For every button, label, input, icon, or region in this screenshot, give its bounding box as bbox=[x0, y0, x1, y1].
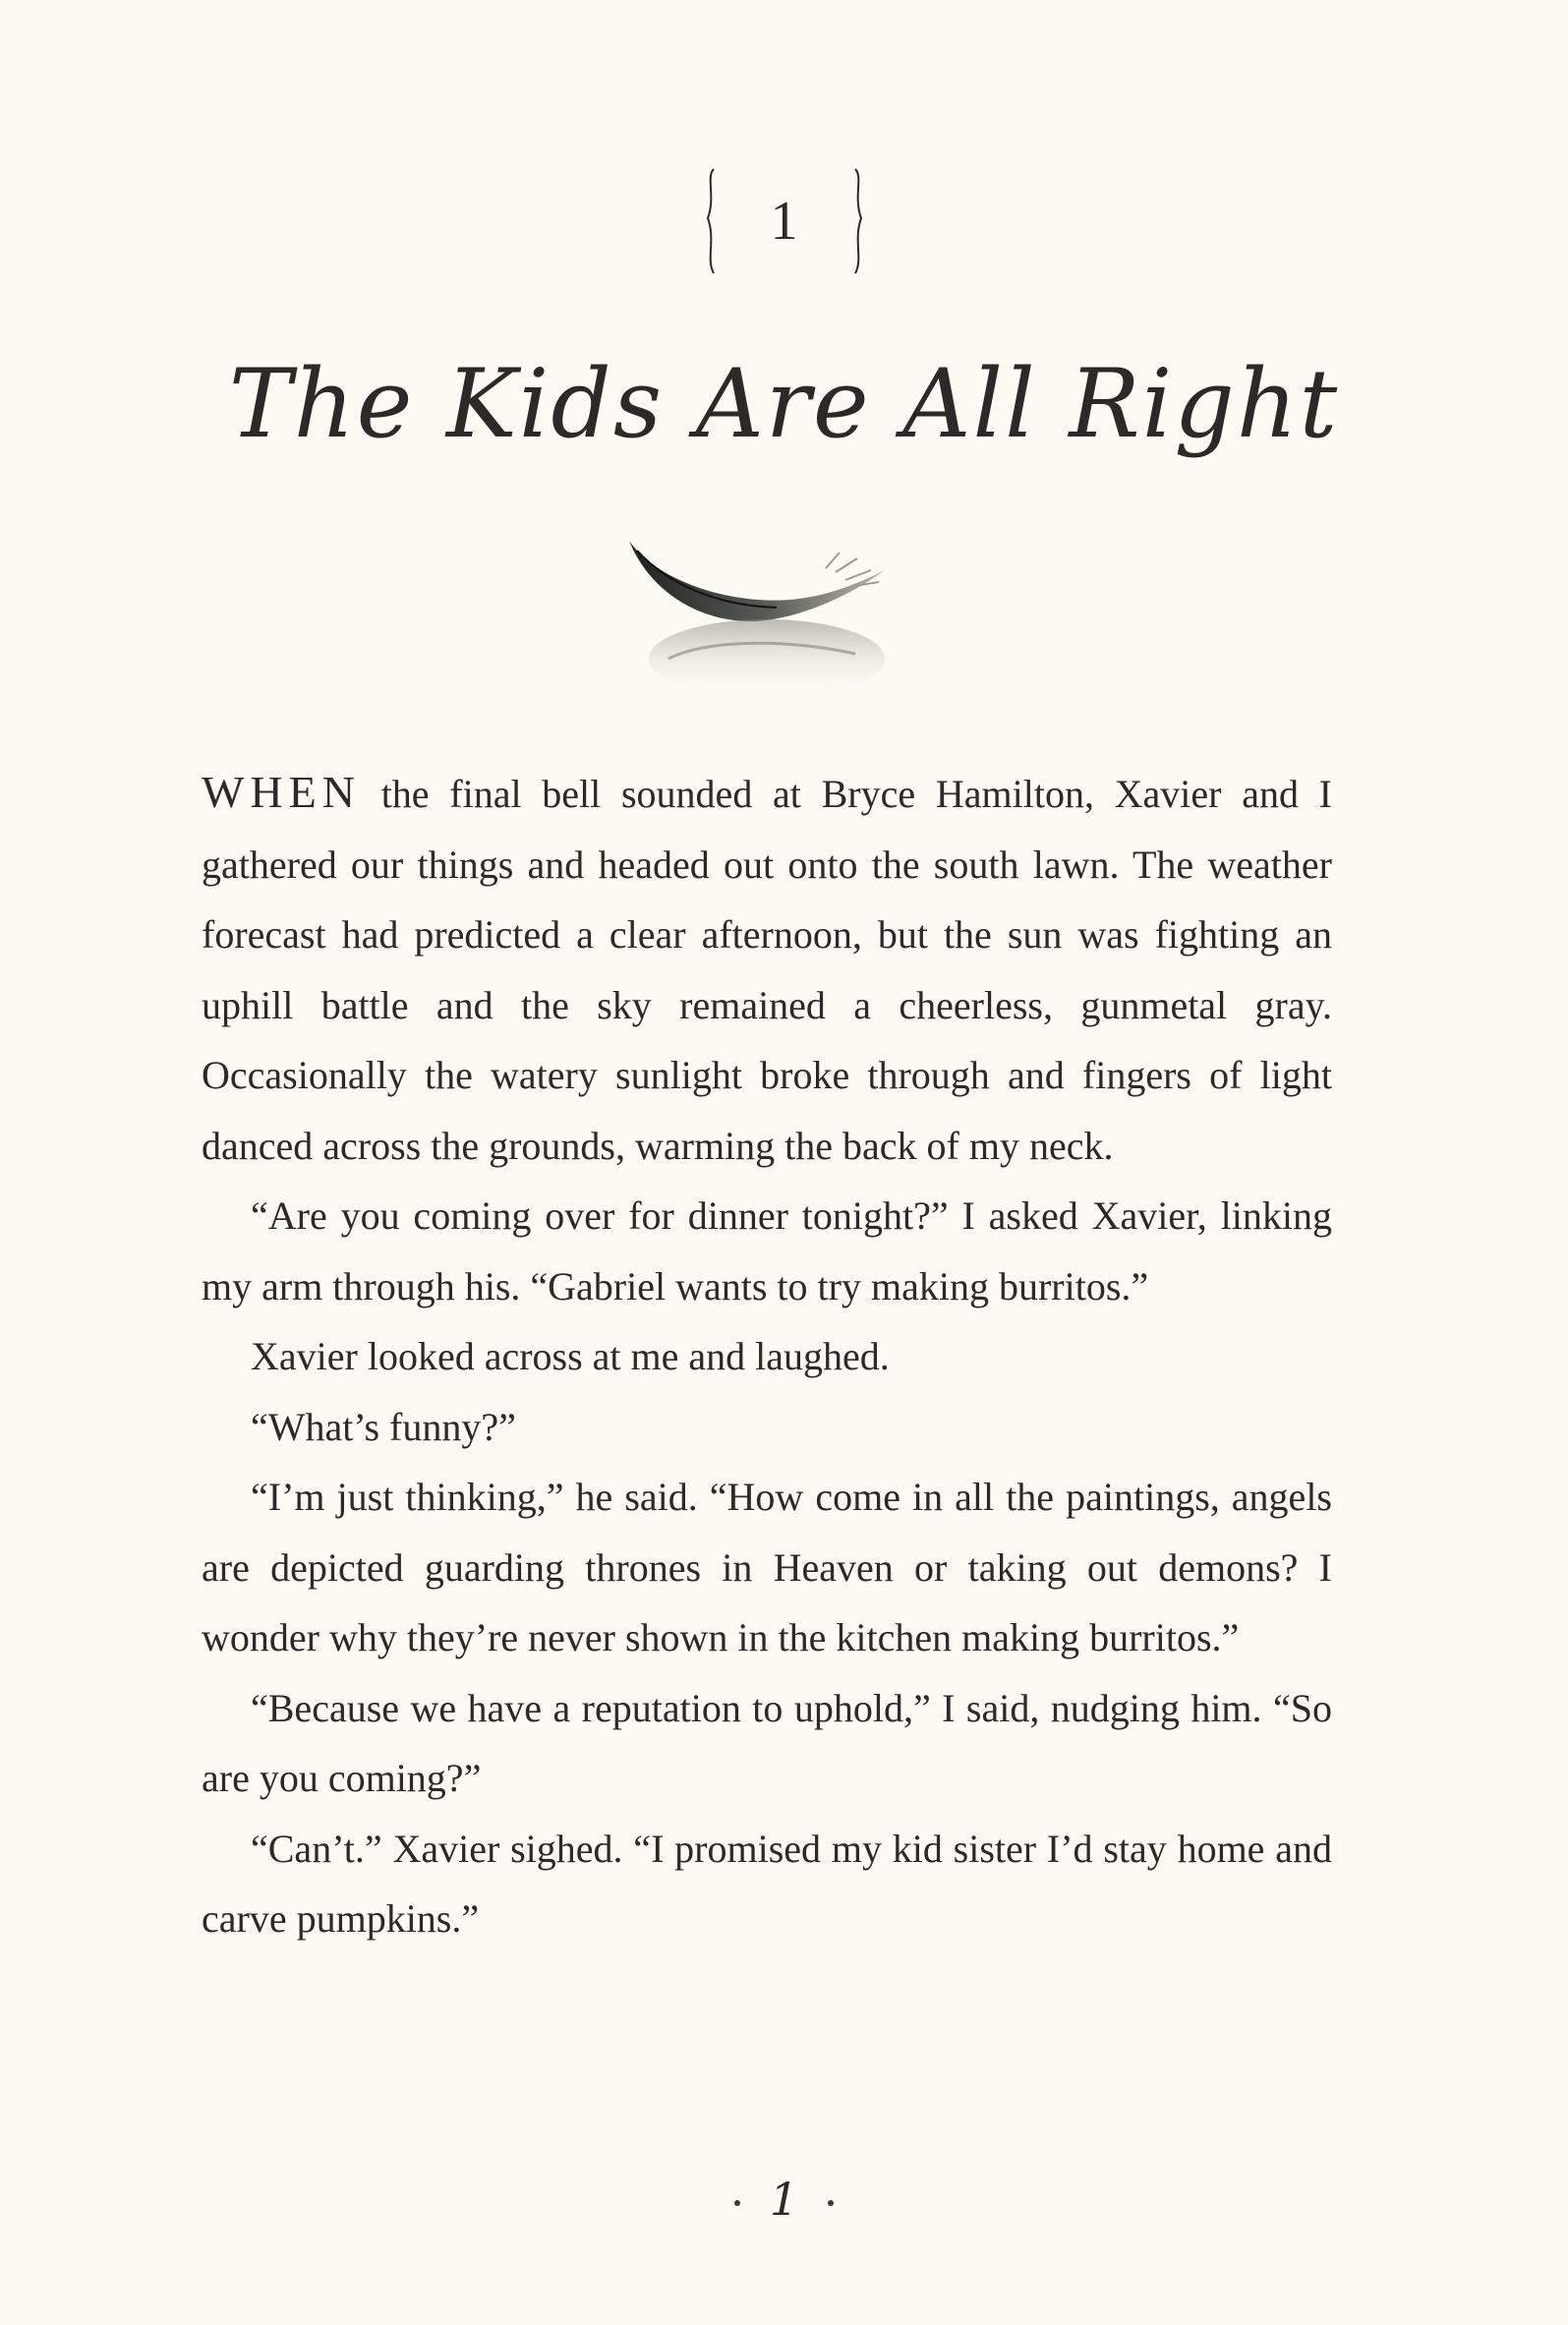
chapter-title: The Kids Are All Right bbox=[228, 349, 1340, 459]
folio-dot-left-icon bbox=[734, 2200, 740, 2206]
chapter-number: 1 bbox=[770, 191, 798, 252]
page-number-value: 1 bbox=[769, 2173, 799, 2226]
paragraph: “Because we have a reputation to uphold,” I said, nudging him. “So are you coming?” bbox=[202, 1685, 1332, 1800]
left-brace-ornament-icon bbox=[702, 167, 720, 275]
opening-smallcaps-word: WHEN bbox=[202, 767, 361, 817]
right-brace-ornament-icon bbox=[849, 167, 867, 275]
chapter-number-heading bbox=[0, 167, 1568, 275]
paragraph: “Can’t.” Xavier sighed. “I promised my kid sister I’d stay home and carve pumpkins.” bbox=[202, 1826, 1332, 1941]
paragraph: “What’s funny?” bbox=[251, 1404, 516, 1449]
folio-dot-right-icon bbox=[828, 2200, 834, 2206]
feather-illustration-icon bbox=[610, 511, 924, 737]
chapter-body bbox=[202, 757, 1332, 1954]
opening-paragraph-text: the final bell sounded at Bryce Hamilton, Xavier and I gathered our things and headed out onto the south lawn. The weather forecast had predicted a clear afternoon, but the sun was fighting an uphill battle and the sky remained a cheerless, gunmetal gray. Occasionally the watery sunlight broke through and fingers of light danced across the grounds, warming the back of my neck. bbox=[202, 772, 1332, 1168]
paragraph: “Are you coming over for dinner tonight?” I asked Xavier, linking my arm through his. “Gabriel wants to try making burritos.” bbox=[202, 1193, 1332, 1308]
opening-paragraph bbox=[202, 757, 1332, 1181]
page-number bbox=[0, 2173, 1568, 2226]
paragraph: Xavier looked across at me and laughed. bbox=[251, 1334, 890, 1378]
paragraph: “I’m just thinking,” he said. “How come in all the paintings, angels are depicted guarding thrones in Heaven or taking out demons? I wonder why they’re never shown in the kitchen making burritos.” bbox=[202, 1475, 1332, 1659]
